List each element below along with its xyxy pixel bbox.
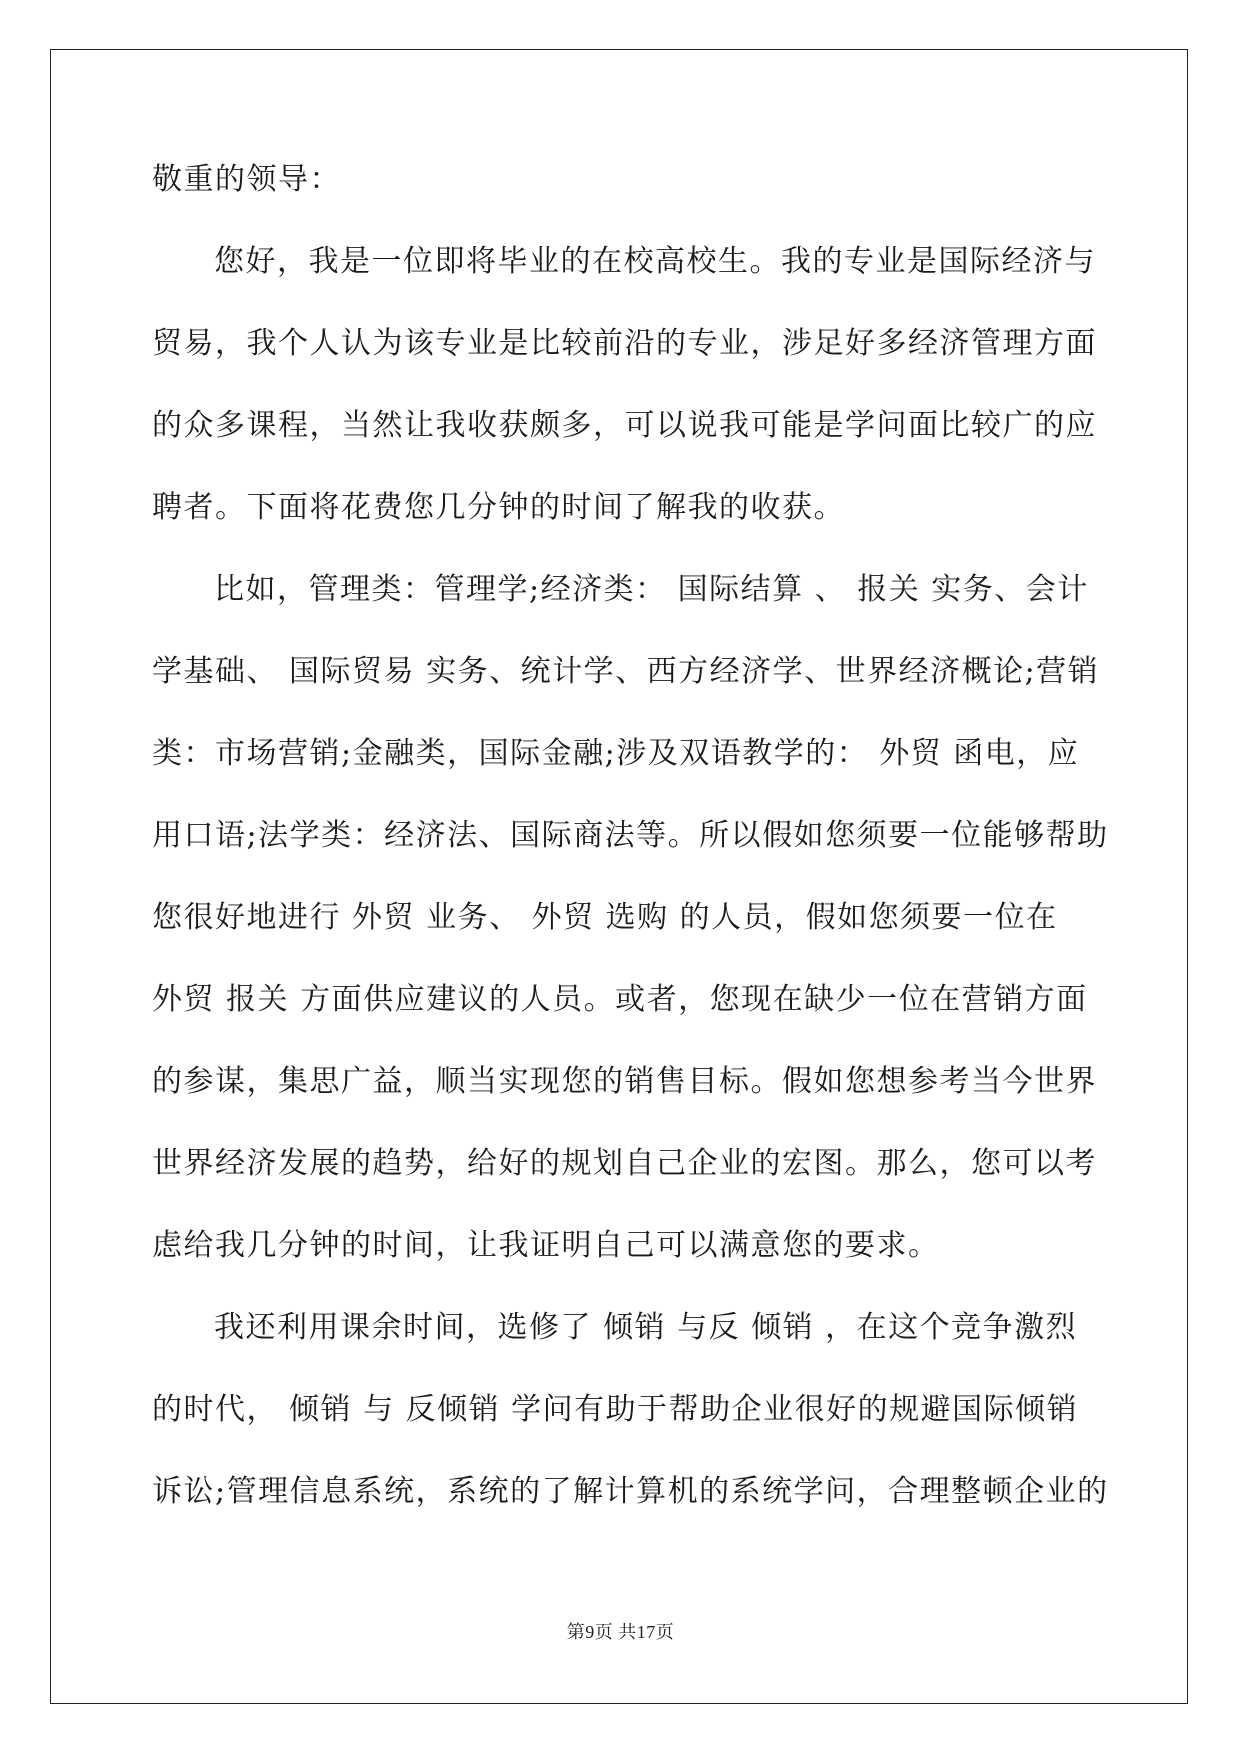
- text-line: 聘者。下面将花费您几分钟的时间了解我的收获。: [152, 490, 845, 525]
- text-line: 的时代， 倾销 与 反倾销 学问有助于帮助企业很好的规避国际倾销: [152, 1392, 1079, 1427]
- text-line: 贸易，我个人认为该专业是比较前沿的专业，涉足好多经济管理方面: [152, 326, 1097, 361]
- page-number-footer: 第9页 共17页: [566, 1622, 675, 1642]
- text-line: 您好，我是一位即将毕业的在校高校生。我的专业是国际经济与: [214, 244, 1096, 279]
- letter-body: [152, 162, 1109, 1559]
- text-line: 外贸 报关 方面供应建议的人员。或者，您现在缺少一位在营销方面: [152, 982, 1088, 1017]
- text-line: 用口语;法学类：经济法、国际商法等。所以假如您须要一位能够帮助: [152, 818, 1109, 853]
- text-line: 类：市场营销;金融类，国际金融;涉及双语教学的： 外贸 函电，应: [152, 736, 1080, 771]
- text-line: 虑给我几分钟的时间，让我证明自己可以满意您的要求。: [152, 1228, 940, 1263]
- text-line: 的参谋，集思广益，顺当实现您的销售目标。假如您想参考当今世界: [152, 1064, 1097, 1099]
- text-line: 您很好地进行 外贸 业务、 外贸 选购 的人员，假如您须要一位在: [152, 900, 1058, 935]
- salutation-line: 敬重的领导：: [152, 162, 341, 197]
- text-line: 诉讼;管理信息系统，系统的了解计算机的系统学问，合理整顿企业的: [152, 1474, 1109, 1509]
- text-line: 我还利用课余时间，选修了 倾销 与反 倾销 ，在这个竞争激烈: [214, 1310, 1078, 1345]
- text-line: 比如，管理类：管理学;经济类： 国际结算 、 报关 实务、会计: [214, 572, 1089, 607]
- text-line: 的众多课程，当然让我收获颇多，可以说我可能是学问面比较广的应: [152, 408, 1097, 443]
- text-line: 世界经济发展的趋势，给好的规划自己企业的宏图。那么，您可以考: [152, 1146, 1097, 1181]
- text-line: 学基础、 国际贸易 实务、统计学、西方经济学、世界经济概论;营销: [152, 654, 1100, 689]
